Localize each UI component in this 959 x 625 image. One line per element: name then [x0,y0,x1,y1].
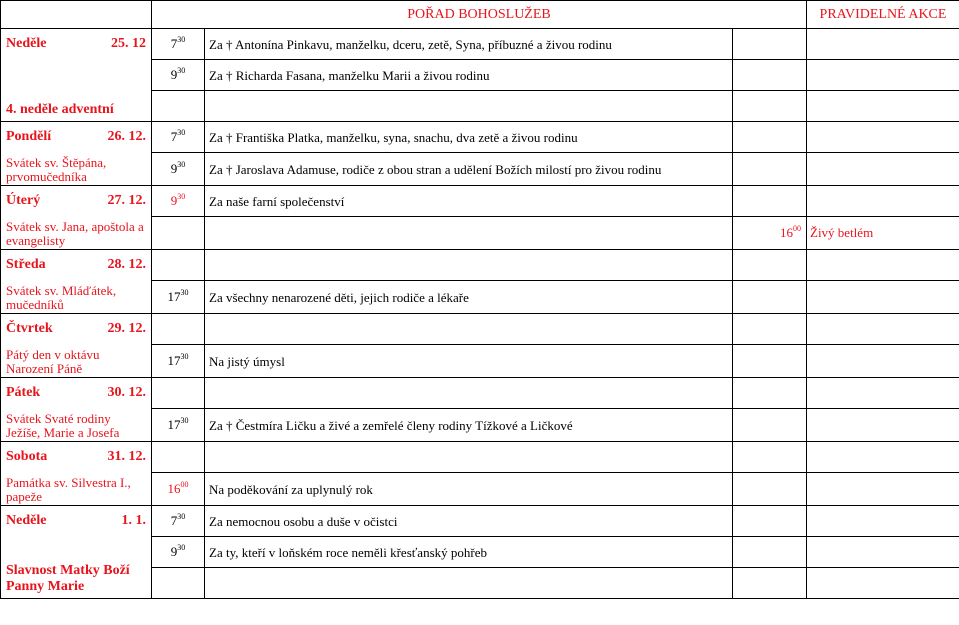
mass-time-hour: 9 [170,193,178,208]
mass-time-hour: 9 [170,67,178,82]
table-row [1,186,959,217]
mass-intention: Za † Antonína Pinkavu, manželku, dceru, zetě, Syna, příbuzné a živou rodinu [205,29,733,60]
schedule-body [1,29,959,599]
day-heading [6,513,146,529]
mass-time-minutes: 30 [177,192,186,201]
day-cell [1,442,152,506]
day-name: Čtvrtek [6,321,53,336]
event-name: Živý betlém [807,217,959,250]
event-name [807,29,959,60]
mass-time-hour: 17 [167,417,181,432]
event-time-cell [733,217,807,250]
mass-time-cell [152,153,205,186]
day-date: 29. 12. [107,321,146,336]
event-time-cell [733,153,807,186]
day-date: 31. 12. [107,449,146,464]
mass-time-hour: 7 [170,513,178,528]
day-cell [1,122,152,186]
event-name [807,409,959,442]
event-time-cell [733,506,807,537]
event-time-cell [733,568,807,599]
day-heading [6,321,146,337]
mass-time-cell [152,217,205,250]
event-time-cell [733,281,807,314]
mass-intention [205,217,733,250]
mass-intention: Za nemocnou osobu a duše v očistci [205,506,733,537]
day-name: Neděle [6,513,47,528]
mass-time-cell [152,91,205,122]
mass-time-cell [152,568,205,599]
feast-label: Svátek sv. Jana, apoštola a evangelisty [6,219,144,248]
table-row [1,506,959,537]
mass-intention: Za † Richarda Fasana, manželku Marii a živou rodinu [205,60,733,91]
event-time-cell [733,378,807,409]
day-name: Sobota [6,449,48,464]
feast-label: Svátek sv. Štěpána, prvomučedníka [6,155,107,184]
mass-intention: Za všechny nenarozené děti, jejich rodiče a lékaře [205,281,733,314]
mass-time-cell [152,281,205,314]
mass-intention: Na poděkování za uplynulý rok [205,473,733,506]
event-time-hour: 16 [780,225,793,240]
mass-time-cell [152,378,205,409]
mass-time-cell [152,442,205,473]
day-heading [6,193,146,209]
mass-time-hour: 7 [170,129,178,144]
mass-intention: Za † Františka Platka, manželku, syna, snachu, dva zetě a živou rodinu [205,122,733,153]
event-time-cell [733,29,807,60]
mass-time-minutes: 30 [180,416,189,425]
event-time-cell [733,409,807,442]
event-name [807,506,959,537]
day-date: 1. 1. [121,513,146,528]
mass-time-hour: 7 [170,36,178,51]
event-time-cell [733,186,807,217]
mass-time-minutes: 30 [177,66,186,75]
event-name [807,568,959,599]
day-cell [1,250,152,314]
mass-intention [205,568,733,599]
mass-time-minutes: 30 [177,512,186,521]
table-row [1,250,959,281]
mass-time-minutes: 30 [177,35,186,44]
day-cell [1,314,152,378]
mass-time-cell [152,473,205,506]
feast-label: 4. neděle adventní [6,102,114,117]
table-header-row [1,1,959,29]
mass-intention [205,442,733,473]
feast-label: Svátek sv. Mláďátek, mučedníků [6,283,117,312]
table-row [1,442,959,473]
mass-time-hour: 9 [170,161,178,176]
mass-time-minutes: 30 [177,160,186,169]
mass-time-cell [152,250,205,281]
event-name [807,473,959,506]
mass-time-minutes: 30 [180,352,189,361]
mass-intention: Na jistý úmysl [205,345,733,378]
day-heading [6,36,146,52]
event-name [807,91,959,122]
event-name [807,281,959,314]
event-time-cell [733,314,807,345]
mass-intention [205,378,733,409]
mass-time-cell [152,29,205,60]
mass-time-hour: 17 [167,353,181,368]
day-date: 26. 12. [107,129,146,144]
mass-time-cell [152,122,205,153]
mass-time-cell [152,537,205,568]
event-name [807,345,959,378]
event-time-cell [733,91,807,122]
day-heading [6,385,146,401]
feast-label: Svátek Svaté rodiny Ježíše, Marie a Josefa [6,411,120,440]
table-row [1,29,959,60]
mass-time-cell [152,409,205,442]
event-time-cell [733,473,807,506]
day-cell [1,29,152,122]
feast-label: Pátý den v oktávu Narození Páně [6,347,100,376]
mass-time-minutes: 00 [180,480,189,489]
day-heading [6,449,146,465]
mass-time-hour: 17 [167,289,181,304]
event-name [807,537,959,568]
day-cell [1,506,152,599]
event-name [807,250,959,281]
day-name: Středa [6,257,46,272]
day-cell [1,186,152,250]
table-row [1,378,959,409]
event-time-cell [733,60,807,91]
table-row [1,314,959,345]
day-cell [1,378,152,442]
day-date: 25. 12 [111,36,146,51]
day-date: 28. 12. [107,257,146,272]
mass-intention: Za † Čestmíra Ličku a živé a zemřelé členy rodiny Tížkové a Ličkové [205,409,733,442]
mass-time-cell [152,60,205,91]
mass-intention [205,314,733,345]
event-time-cell [733,345,807,378]
table-row [1,122,959,153]
event-name [807,153,959,186]
schedule-title: POŘAD BOHOSLUŽEB [152,1,807,29]
event-name [807,60,959,91]
mass-intention: Za ty, kteří v loňském roce neměli křesťanský pohřeb [205,537,733,568]
events-title: PRAVIDELNÉ AKCE [807,1,959,29]
mass-time-minutes: 30 [177,128,186,137]
mass-time-minutes: 30 [177,543,186,552]
day-name: Pondělí [6,129,52,144]
mass-intention [205,250,733,281]
mass-time-hour: 16 [167,481,181,496]
mass-intention: Za naše farní společenství [205,186,733,217]
mass-time-cell [152,314,205,345]
day-name: Pátek [6,385,41,400]
day-heading [6,257,146,273]
day-name: Neděle [6,36,47,51]
feast-label: Slavnost Matky Boží Panny Marie [6,563,130,594]
mass-intention: Za † Jaroslava Adamuse, rodiče z obou stran a udělení Božích milostí pro živou rodinu [205,153,733,186]
event-time-cell [733,122,807,153]
event-name [807,442,959,473]
event-time-cell [733,442,807,473]
day-date: 30. 12. [107,385,146,400]
event-time-minutes: 00 [793,224,801,233]
mass-time-cell [152,186,205,217]
day-date: 27. 12. [107,193,146,208]
day-name: Úterý [6,193,41,208]
event-name [807,314,959,345]
mass-time-hour: 9 [170,544,178,559]
mass-time-cell [152,506,205,537]
event-name [807,378,959,409]
day-heading [6,129,146,145]
mass-time-cell [152,345,205,378]
event-name [807,122,959,153]
feast-label: Památka sv. Silvestra I., papeže [6,475,131,504]
mass-time-minutes: 30 [180,288,189,297]
event-name [807,186,959,217]
event-time-cell [733,250,807,281]
event-time-cell [733,537,807,568]
header-blank-cell [1,1,152,29]
mass-intention [205,91,733,122]
